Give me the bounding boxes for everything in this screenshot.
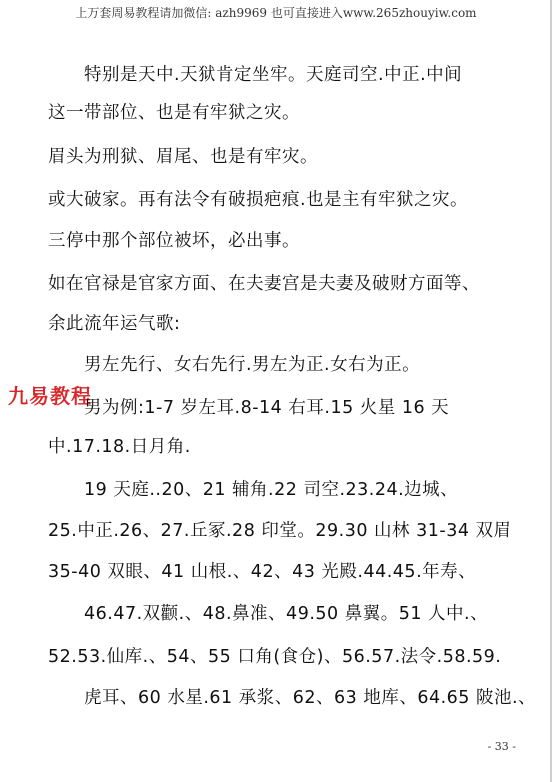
text-line: 三停中那个部位被坏，必出事。 <box>48 231 300 251</box>
text-line: 眉头为刑狱、眉尾、也是有牢灾。 <box>48 147 318 167</box>
text-line: 余此流年运气歌: <box>48 314 181 334</box>
text-line: 46.47.双颧.、48.鼻准、49.50 鼻翼。51 人中.、 <box>84 604 489 624</box>
watermark-logo: 九易教程 <box>8 384 92 408</box>
text-line: 35-40 双眼、41 山根.、42、43 光殿.44.45.年寿、 <box>48 562 477 582</box>
text-line: 中.17.18.日月角. <box>48 437 191 457</box>
text-line: 男为例:1-7 岁左耳.8-14 右耳.15 火星 16 天 <box>84 398 450 418</box>
text-line: 男左先行、女右先行.男左为正.女右为正。 <box>84 355 421 375</box>
text-line: 这一带部位、也是有牢狱之灾。 <box>48 103 300 123</box>
page-number: - 33 - <box>487 740 516 753</box>
text-line: 52.53.仙库.、54、55 口角(食仓)、56.57.法令.58.59. <box>48 647 502 667</box>
text-line: 如在官禄是官家方面、在夫妻宫是夫妻及破财方面等、 <box>48 274 480 294</box>
text-line: 或大破家。再有法令有破损疤痕.也是主有牢狱之灾。 <box>48 190 469 210</box>
text-line: 25.中正.26、27.丘冢.28 印堂。29.30 山林 31-34 双眉 <box>48 521 512 541</box>
page-header: 上万套周易教程请加微信: azh9969 也可直接进入www.265zhouyiw.com <box>75 6 477 20</box>
text-line: 特别是天中.天狱肯定坐牢。天庭司空.中正.中间 <box>84 65 463 85</box>
text-line: 19 天庭..20、21 辅角.22 司空.23.24.边城、 <box>84 480 459 500</box>
text-line: 虎耳、60 水星.61 承浆、62、63 地库、64.65 陂池.、 <box>84 688 537 708</box>
